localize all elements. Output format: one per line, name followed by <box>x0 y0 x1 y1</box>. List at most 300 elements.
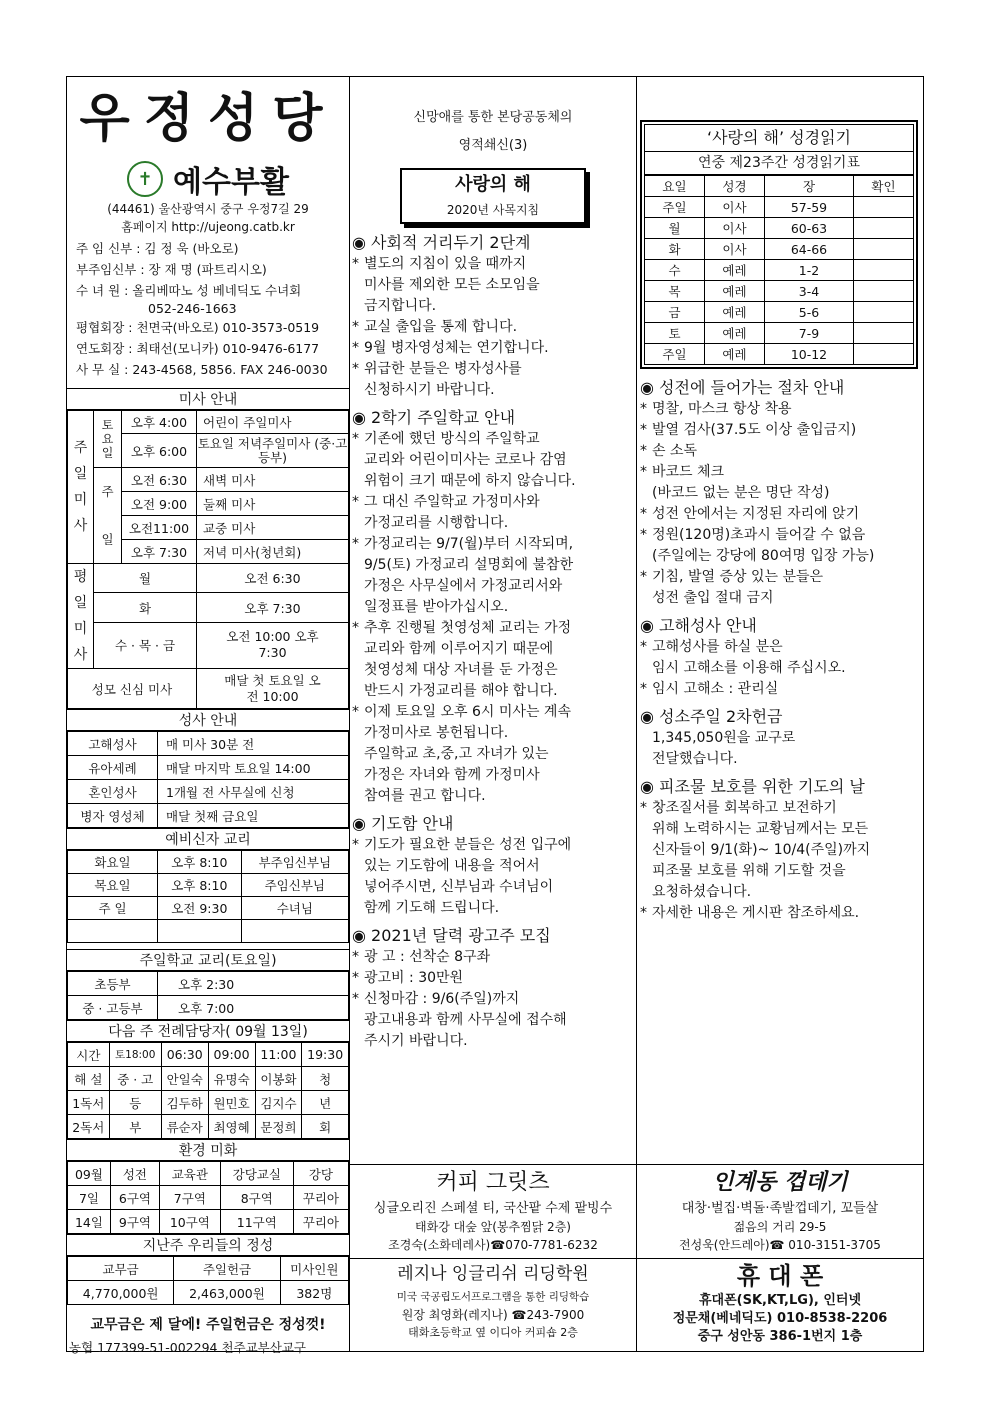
notice-line <box>640 399 920 420</box>
pastoral-title: 사랑의 해 <box>455 174 531 195</box>
offering-head: 미사인원 <box>280 1257 348 1281</box>
homepage-link[interactable]: 홈페이지 http://ujeong.catb.kr <box>121 220 295 234</box>
teacher: 수녀님 <box>241 897 348 920</box>
notice-heading: ◉ 고해성사 안내 <box>640 616 757 635</box>
bible-cell: 금 <box>645 302 705 323</box>
mass-time: 오전11:00 <box>122 516 197 540</box>
notice-line <box>640 903 920 924</box>
notice-text: 광 고 : 선착순 8구좌 <box>364 949 491 965</box>
bible-cell: 57-59 <box>764 197 853 218</box>
env-cell: 8구역 <box>220 1186 293 1210</box>
mass-time: 오전 6:30 <box>197 564 349 593</box>
sacrament-name: 병자 영성체 <box>68 804 158 828</box>
bible-cell: 이사 <box>704 218 764 239</box>
ad-line: 태화강 대숲 앞(봉추찜닭 2층) <box>415 1220 571 1234</box>
notice-text: 신청마감 : 9/6(주일)까지 <box>364 991 520 1007</box>
notice-heading: ◉ 2021년 달력 광고주 모집 <box>352 926 551 945</box>
offering-head: 주일헌금 <box>174 1257 280 1281</box>
notice-line <box>640 749 920 770</box>
bible-cell: 주일 <box>645 197 705 218</box>
notice-line <box>352 744 634 765</box>
ad-line: 중구 성안동 386-1번지 1층 <box>697 1329 863 1344</box>
weekday: 수 · 목 · 금 <box>94 622 197 668</box>
bible-cell: 3-4 <box>764 281 853 302</box>
bible-check[interactable] <box>853 218 913 239</box>
notice-text: 가정미사로 봉헌됩니다. <box>364 725 509 741</box>
notice-text: 위급한 분들은 병자성사를 <box>364 361 522 377</box>
notice-text: 신자들이 9/1(화)~ 10/4(주일)까지 <box>652 842 871 858</box>
notice-text: 전달했습니다. <box>652 751 738 767</box>
notice-text: 9/5(토) 가정교리 설명회에 불참한 <box>364 557 574 573</box>
notice-text: 추후 진행될 첫영성체 교리는 가정 <box>364 620 572 636</box>
bullet: * <box>352 991 359 1007</box>
bullet: * <box>640 401 647 417</box>
mass-time: 오후 4:00 <box>122 411 197 434</box>
staff-line: 부주임신부 : 장 재 명 (파트리시오) <box>76 262 267 277</box>
notice-heading: ◉ 기도함 안내 <box>352 814 454 833</box>
bullet: * <box>352 704 359 720</box>
bullet: * <box>352 620 359 636</box>
env-cell: 11구역 <box>220 1210 293 1234</box>
notice-line <box>352 275 634 296</box>
notice-text: 피조물 보호를 위해 기도할 것을 <box>652 863 846 879</box>
env-cell: 9구역 <box>110 1210 159 1234</box>
lit-cell: 1독서 <box>68 1091 110 1115</box>
env-cell: 꾸리아 <box>293 1186 348 1210</box>
lit-cell: 김두하 <box>161 1091 208 1115</box>
mary-mass-time: 매달 첫 토요일 오전 10:00 <box>197 669 349 709</box>
right-column <box>640 120 920 924</box>
notice-text: 바코드 체크 <box>652 464 725 480</box>
notice-text: 광고비 : 30만원 <box>364 970 464 986</box>
lit-cell: 해 설 <box>68 1067 110 1091</box>
bible-check[interactable] <box>853 323 913 344</box>
env-head: 강당교실 <box>220 1162 293 1186</box>
lit-cell: 부 <box>109 1115 161 1139</box>
mass-table <box>67 410 349 709</box>
notice-line <box>352 576 634 597</box>
sacrament-name: 고해성사 <box>68 732 158 756</box>
notice-line <box>352 681 634 702</box>
mass-name: 새벽 미사 <box>197 468 349 492</box>
notice-text: 명찰, 마스크 항상 착용 <box>652 401 792 417</box>
notice-line <box>352 877 634 898</box>
notice-heading: ◉ 사회적 거리두기 2단계 <box>352 233 531 252</box>
bible-head: 장 <box>764 176 853 197</box>
bible-check[interactable] <box>853 281 913 302</box>
bible-head: 확인 <box>853 176 913 197</box>
bullet: * <box>352 970 359 986</box>
time <box>158 920 242 943</box>
sacrament-table <box>67 731 349 828</box>
notice-text: 기침, 발열 증상 있는 분들은 <box>652 569 824 585</box>
notice-line <box>352 296 634 317</box>
environment-title: 환경 미화 <box>67 1139 349 1161</box>
bible-cell: 이사 <box>704 239 764 260</box>
sacrament-title: 성사 안내 <box>67 709 349 731</box>
bible-cell: 7-9 <box>764 323 853 344</box>
ad-line: 대창·벌집·벽돌·족발껍데기, 꼬들살 <box>681 1201 879 1216</box>
bullet: * <box>352 340 359 356</box>
notice-line <box>352 317 634 338</box>
notice-line <box>352 429 634 450</box>
grade: 중 · 고등부 <box>68 996 158 1020</box>
middle-column <box>352 104 634 1052</box>
notice-line <box>640 679 920 700</box>
bible-cell: 예레 <box>704 260 764 281</box>
left-column <box>68 80 348 380</box>
notice-line <box>640 798 920 819</box>
bible-subtitle: 연중 제23주간 성경읽기표 <box>644 152 914 175</box>
notice-heading: ◉ 성전에 들어가는 절차 안내 <box>640 378 845 397</box>
bible-cell: 10-12 <box>764 344 853 365</box>
offering-value: 2,463,000원 <box>174 1281 280 1305</box>
offering-value: 382명 <box>280 1281 348 1305</box>
notice-line <box>640 861 920 882</box>
weekday: 화 <box>94 593 197 622</box>
mass-name: 둘째 미사 <box>197 492 349 516</box>
day: 화요일 <box>68 851 158 874</box>
address: (44461) 울산광역시 중구 우정7길 29 <box>107 202 309 216</box>
notice-text: 임시 고해소 : 관리실 <box>652 681 779 697</box>
staff-line: 주 임 신부 : 김 정 욱 (바오로) <box>76 241 239 256</box>
notice-text: 광고내용과 함께 사무실에 접수해 <box>364 1012 567 1028</box>
bible-cell: 수 <box>645 260 705 281</box>
notice-line <box>352 380 634 401</box>
notice-text: 교리와 어린이미사는 코로나 감염 <box>364 452 567 468</box>
mass-time: 오후 7:30 <box>122 540 197 564</box>
weekday-mass-label: 평 일 미 사 <box>68 564 94 669</box>
notice-line <box>352 835 634 856</box>
staff-line: 052-246-1663 <box>148 301 237 316</box>
lit-cell: 청 <box>302 1067 349 1091</box>
lit-cell: 김지수 <box>255 1091 302 1115</box>
ad-line: 젊음의 거리 29-5 <box>733 1220 827 1234</box>
notice-line <box>640 546 920 567</box>
grade: 초등부 <box>68 972 158 996</box>
mary-mass: 성모 신심 미사 <box>68 669 197 709</box>
sun-label: 주 일 <box>94 468 122 564</box>
bible-cell: 월 <box>645 218 705 239</box>
subtitle: 예수부활 <box>173 165 289 200</box>
notice-text: 참여를 권고 합니다. <box>364 788 486 804</box>
bible-check[interactable] <box>853 302 913 323</box>
sunday-school-table <box>67 971 349 1020</box>
lit-cell: 회 <box>302 1115 349 1139</box>
notice-line <box>352 702 634 723</box>
bank-account: 농협 177399-51-002294 천주교부산교구 <box>69 1340 306 1355</box>
notice-line <box>640 483 920 504</box>
env-cell: 7구역 <box>159 1186 220 1210</box>
mass-section <box>67 388 349 1357</box>
env-cell: 꾸리아 <box>293 1210 348 1234</box>
notice-text: 함께 기도해 드립니다. <box>364 900 500 916</box>
bible-head: 요일 <box>645 176 705 197</box>
notice-line <box>352 338 634 359</box>
mass-time: 오후 7:30 <box>197 593 349 622</box>
motto-line: 영적쇄신(3) <box>458 138 528 153</box>
bullet: * <box>640 443 647 459</box>
sunday-mass-label: 주 일 미 사 <box>68 411 94 564</box>
bullet: * <box>352 256 359 272</box>
bullet: * <box>640 639 647 655</box>
notice-text: 일정표를 받아가십시오. <box>364 599 509 615</box>
notice-line <box>352 660 634 681</box>
notice-line <box>352 968 634 989</box>
notice-text: 손 소독 <box>652 443 698 459</box>
notice-text: 금지합니다. <box>364 298 437 314</box>
env-head: 성전 <box>110 1162 159 1186</box>
lit-cell: 원민호 <box>208 1091 255 1115</box>
time: 오후 8:10 <box>158 874 242 897</box>
ad-line: 전성욱(안드레아)☎ 010-3151-3705 <box>679 1238 881 1252</box>
notice-line <box>352 597 634 618</box>
time: 오전 9:30 <box>158 897 242 920</box>
notice-line <box>352 513 634 534</box>
notice-text: 자세한 내용은 게시판 참조하세요. <box>652 905 860 921</box>
notice-text: 주일학교 초,중,고 자녀가 있는 <box>364 746 549 762</box>
bible-check[interactable] <box>853 260 913 281</box>
right-notices <box>640 377 920 924</box>
mass-time: 오전 10:00 오후 7:30 <box>197 622 349 668</box>
pastoral-subtitle: 2020년 사목지침 <box>446 203 540 217</box>
bible-check[interactable] <box>853 197 913 218</box>
lit-cell: 류순자 <box>161 1115 208 1139</box>
teacher: 부주임신부님 <box>241 851 348 874</box>
bible-box <box>640 120 918 369</box>
lit-cell: 등 <box>109 1091 161 1115</box>
bible-cell: 1-2 <box>764 260 853 281</box>
bible-cell: 목 <box>645 281 705 302</box>
bullet: * <box>640 681 647 697</box>
notice-line <box>640 525 920 546</box>
staff-line: 수 녀 원 : 올리베따노 성 베네딕도 수녀회 <box>76 283 302 298</box>
staff-line: 평협회장 : 천면국(바오로) 010-3573-0519 <box>76 320 320 335</box>
notice-line <box>640 637 920 658</box>
env-cell: 14일 <box>68 1210 111 1234</box>
notice-heading: ◉ 성소주일 2차헌금 <box>640 707 783 726</box>
notice-text: 성전 출입 절대 금지 <box>652 590 774 606</box>
notice-text: 임시 고해소를 이용해 주십시오. <box>652 660 846 676</box>
lit-cell: 유명숙 <box>208 1067 255 1091</box>
lit-cell: 문정희 <box>255 1115 302 1139</box>
env-cell: 10구역 <box>159 1210 220 1234</box>
notice-line <box>352 786 634 807</box>
bible-check[interactable] <box>853 239 913 260</box>
teacher <box>241 920 348 943</box>
env-head: 09월 <box>68 1162 111 1186</box>
lit-head: 09:00 <box>208 1043 255 1067</box>
ad-academy <box>351 1260 635 1342</box>
bible-cell: 64-66 <box>764 239 853 260</box>
notice-line <box>352 618 634 639</box>
bullet: * <box>352 319 359 335</box>
notice-line <box>640 588 920 609</box>
staff-line: 연도회장 : 최태선(모니카) 010-9476-6177 <box>76 341 320 356</box>
notice-text: 교실 출입을 통제 합니다. <box>364 319 518 335</box>
bullet: * <box>640 569 647 585</box>
bible-cell: 화 <box>645 239 705 260</box>
notice-line <box>352 856 634 877</box>
staff-line: 사 무 실 : 243-4568, 5856. FAX 246-0030 <box>76 362 328 377</box>
bullet: * <box>352 431 359 447</box>
lit-cell: 중 · 고 <box>109 1067 161 1091</box>
lit-cell: 2독서 <box>68 1115 110 1139</box>
ad-line: 휴대폰(SK,KT,LG), 인터넷 <box>698 1293 862 1308</box>
bible-cell: 예레 <box>704 323 764 344</box>
bible-cell: 예레 <box>704 344 764 365</box>
bullet: * <box>352 949 359 965</box>
ad-line: 미국 국공립도서프로그램을 통한 리딩학습 <box>396 1291 590 1303</box>
sunday-school-title: 주일학교 교리(토요일) <box>67 949 349 971</box>
sat-label: 토 요 일 <box>94 411 122 468</box>
mass-title: 미사 안내 <box>67 388 349 410</box>
day: 목요일 <box>68 874 158 897</box>
notice-text: 요청하셨습니다. <box>652 884 752 900</box>
bullet: * <box>352 361 359 377</box>
bullet: * <box>352 494 359 510</box>
notice-line <box>352 765 634 786</box>
lit-head: 19:30 <box>302 1043 349 1067</box>
bullet: * <box>352 837 359 853</box>
sacrament-info: 1개월 전 사무실에 신청 <box>158 780 349 804</box>
notice-line <box>640 882 920 903</box>
lit-head: 11:00 <box>255 1043 302 1067</box>
notice-line <box>640 441 920 462</box>
notice-line <box>640 420 920 441</box>
bullet: * <box>640 527 647 543</box>
mass-name: 저녁 미사(청년회) <box>197 540 349 564</box>
env-cell: 7일 <box>68 1186 111 1210</box>
motto-line: 신망애를 통한 본당공동체의 <box>413 110 573 125</box>
bible-head: 성경 <box>704 176 764 197</box>
bible-cell: 이사 <box>704 197 764 218</box>
notice-text: 가정은 자녀와 함께 가정미사 <box>364 767 540 783</box>
bible-table <box>644 175 914 365</box>
notice-text: 창조질서를 회복하고 보전하기 <box>652 800 837 816</box>
notice-text: 첫영성체 대상 자녀를 둔 가정은 <box>364 662 558 678</box>
notice-line <box>352 534 634 555</box>
notice-line <box>352 254 634 275</box>
catechumen-table <box>67 850 349 943</box>
sacrament-info: 매 미사 30분 전 <box>158 732 349 756</box>
parish-logo-icon: ✝ <box>127 161 163 197</box>
ad-title: 레지나 잉글리쉬 리딩학원 <box>397 1264 589 1284</box>
ad-line: 원장 최영화(레지나) ☎243-7900 <box>401 1308 585 1322</box>
notice-text: 9월 병자영성체는 연기합니다. <box>364 340 549 356</box>
notice-text: 고해성사를 하실 분은 <box>652 639 783 655</box>
notice-text: 성전 안에서는 지정된 자리에 앉기 <box>652 506 860 522</box>
notice-text: 가정은 사무실에서 가정교리서와 <box>364 578 563 594</box>
bible-cell: 5-6 <box>764 302 853 323</box>
environment-table <box>67 1161 349 1234</box>
lit-cell: 안일숙 <box>161 1067 208 1091</box>
notice-text: (바코드 없는 분은 명단 작성) <box>652 485 830 501</box>
ad-phone <box>638 1260 922 1346</box>
notice-line <box>352 898 634 919</box>
lit-cell: 최영혜 <box>208 1115 255 1139</box>
notice-text: 기도가 필요한 분들은 성전 입구에 <box>364 837 572 853</box>
env-cell: 6구역 <box>110 1186 159 1210</box>
notice-text: 별도의 지침이 있을 때까지 <box>364 256 527 272</box>
mass-name: 어린이 주일미사 <box>197 411 349 434</box>
ad-coffee <box>351 1166 635 1254</box>
sacrament-info: 매달 마지막 토요일 14:00 <box>158 756 349 780</box>
day: 주 일 <box>68 897 158 920</box>
mass-time: 오전 9:00 <box>122 492 197 516</box>
notice-text: 신청하시기 바랍니다. <box>364 382 495 398</box>
notice-line <box>352 1031 634 1052</box>
notice-heading: ◉ 피조물 보호를 위한 기도의 날 <box>640 777 865 796</box>
subtitle-row <box>68 158 348 200</box>
notice-heading: ◉ 2학기 주일학교 안내 <box>352 408 516 427</box>
notice-line <box>640 728 920 749</box>
notice-text: 주시기 바랍니다. <box>364 1033 468 1049</box>
notice-line <box>352 555 634 576</box>
liturgy-title: 다음 주 전례담당자( 09월 13일) <box>67 1020 349 1042</box>
time: 오후 7:00 <box>158 996 349 1020</box>
lit-head: 시간 <box>68 1043 110 1067</box>
sacrament-info: 매달 첫째 금요일 <box>158 804 349 828</box>
weekday: 월 <box>94 564 197 593</box>
offering-head: 교무금 <box>68 1257 174 1281</box>
ad-line: 태화초등학교 옆 이디아 커피숍 2층 <box>408 1326 578 1339</box>
ad-divider <box>349 1164 924 1165</box>
notice-line <box>640 658 920 679</box>
notice-line <box>352 471 634 492</box>
bullet: * <box>640 506 647 522</box>
bullet: * <box>640 422 647 438</box>
notice-line <box>352 947 634 968</box>
notice-text: 위해 노력하시는 교황님께서는 모든 <box>652 821 869 837</box>
notice-line <box>352 450 634 471</box>
notice-line <box>352 639 634 660</box>
sacrament-name: 혼인성사 <box>68 780 158 804</box>
ad-restaurant <box>638 1166 922 1254</box>
offering-slogan: 교무금은 제 달에! 주일헌금은 정성껏! <box>90 1317 326 1333</box>
staff-list <box>68 238 348 380</box>
bible-check[interactable] <box>853 344 913 365</box>
offering-value: 4,770,000원 <box>68 1281 174 1305</box>
mass-time: 오후 6:00 <box>122 434 197 468</box>
day <box>68 920 158 943</box>
env-head: 교육관 <box>159 1162 220 1186</box>
offering-title: 지난주 우리들의 정성 <box>67 1234 349 1256</box>
parish-title: 우정성당 <box>79 89 337 149</box>
divider-left <box>349 76 350 1352</box>
bible-cell: 주일 <box>645 344 705 365</box>
ad-title: 휴 대 폰 <box>736 1261 824 1290</box>
offering-table <box>67 1256 349 1305</box>
lit-head: 토18:00 <box>109 1043 161 1067</box>
time: 오후 8:10 <box>158 851 242 874</box>
bullet: * <box>640 800 647 816</box>
env-head: 강당 <box>293 1162 348 1186</box>
bullet: * <box>640 464 647 480</box>
notice-text: 기존에 했던 방식의 주일학교 <box>364 431 540 447</box>
notice-line <box>640 504 920 525</box>
bible-cell: 60-63 <box>764 218 853 239</box>
notice-text: 위험이 크기 때문에 하지 않습니다. <box>364 473 576 489</box>
ad-title: 인계동 껍데기 <box>712 1170 848 1195</box>
notice-text: 정원(120명)초과시 들어갈 수 없음 <box>652 527 866 543</box>
bible-cell: 예레 <box>704 281 764 302</box>
pastoral-box <box>400 168 586 224</box>
bullet: * <box>352 536 359 552</box>
notice-text: 넣어주시면, 신부님과 수녀님이 <box>364 879 554 895</box>
notice-text: 있는 기도함에 내용을 적어서 <box>364 858 540 874</box>
notice-text: 이제 토요일 오후 6시 미사는 계속 <box>364 704 571 720</box>
